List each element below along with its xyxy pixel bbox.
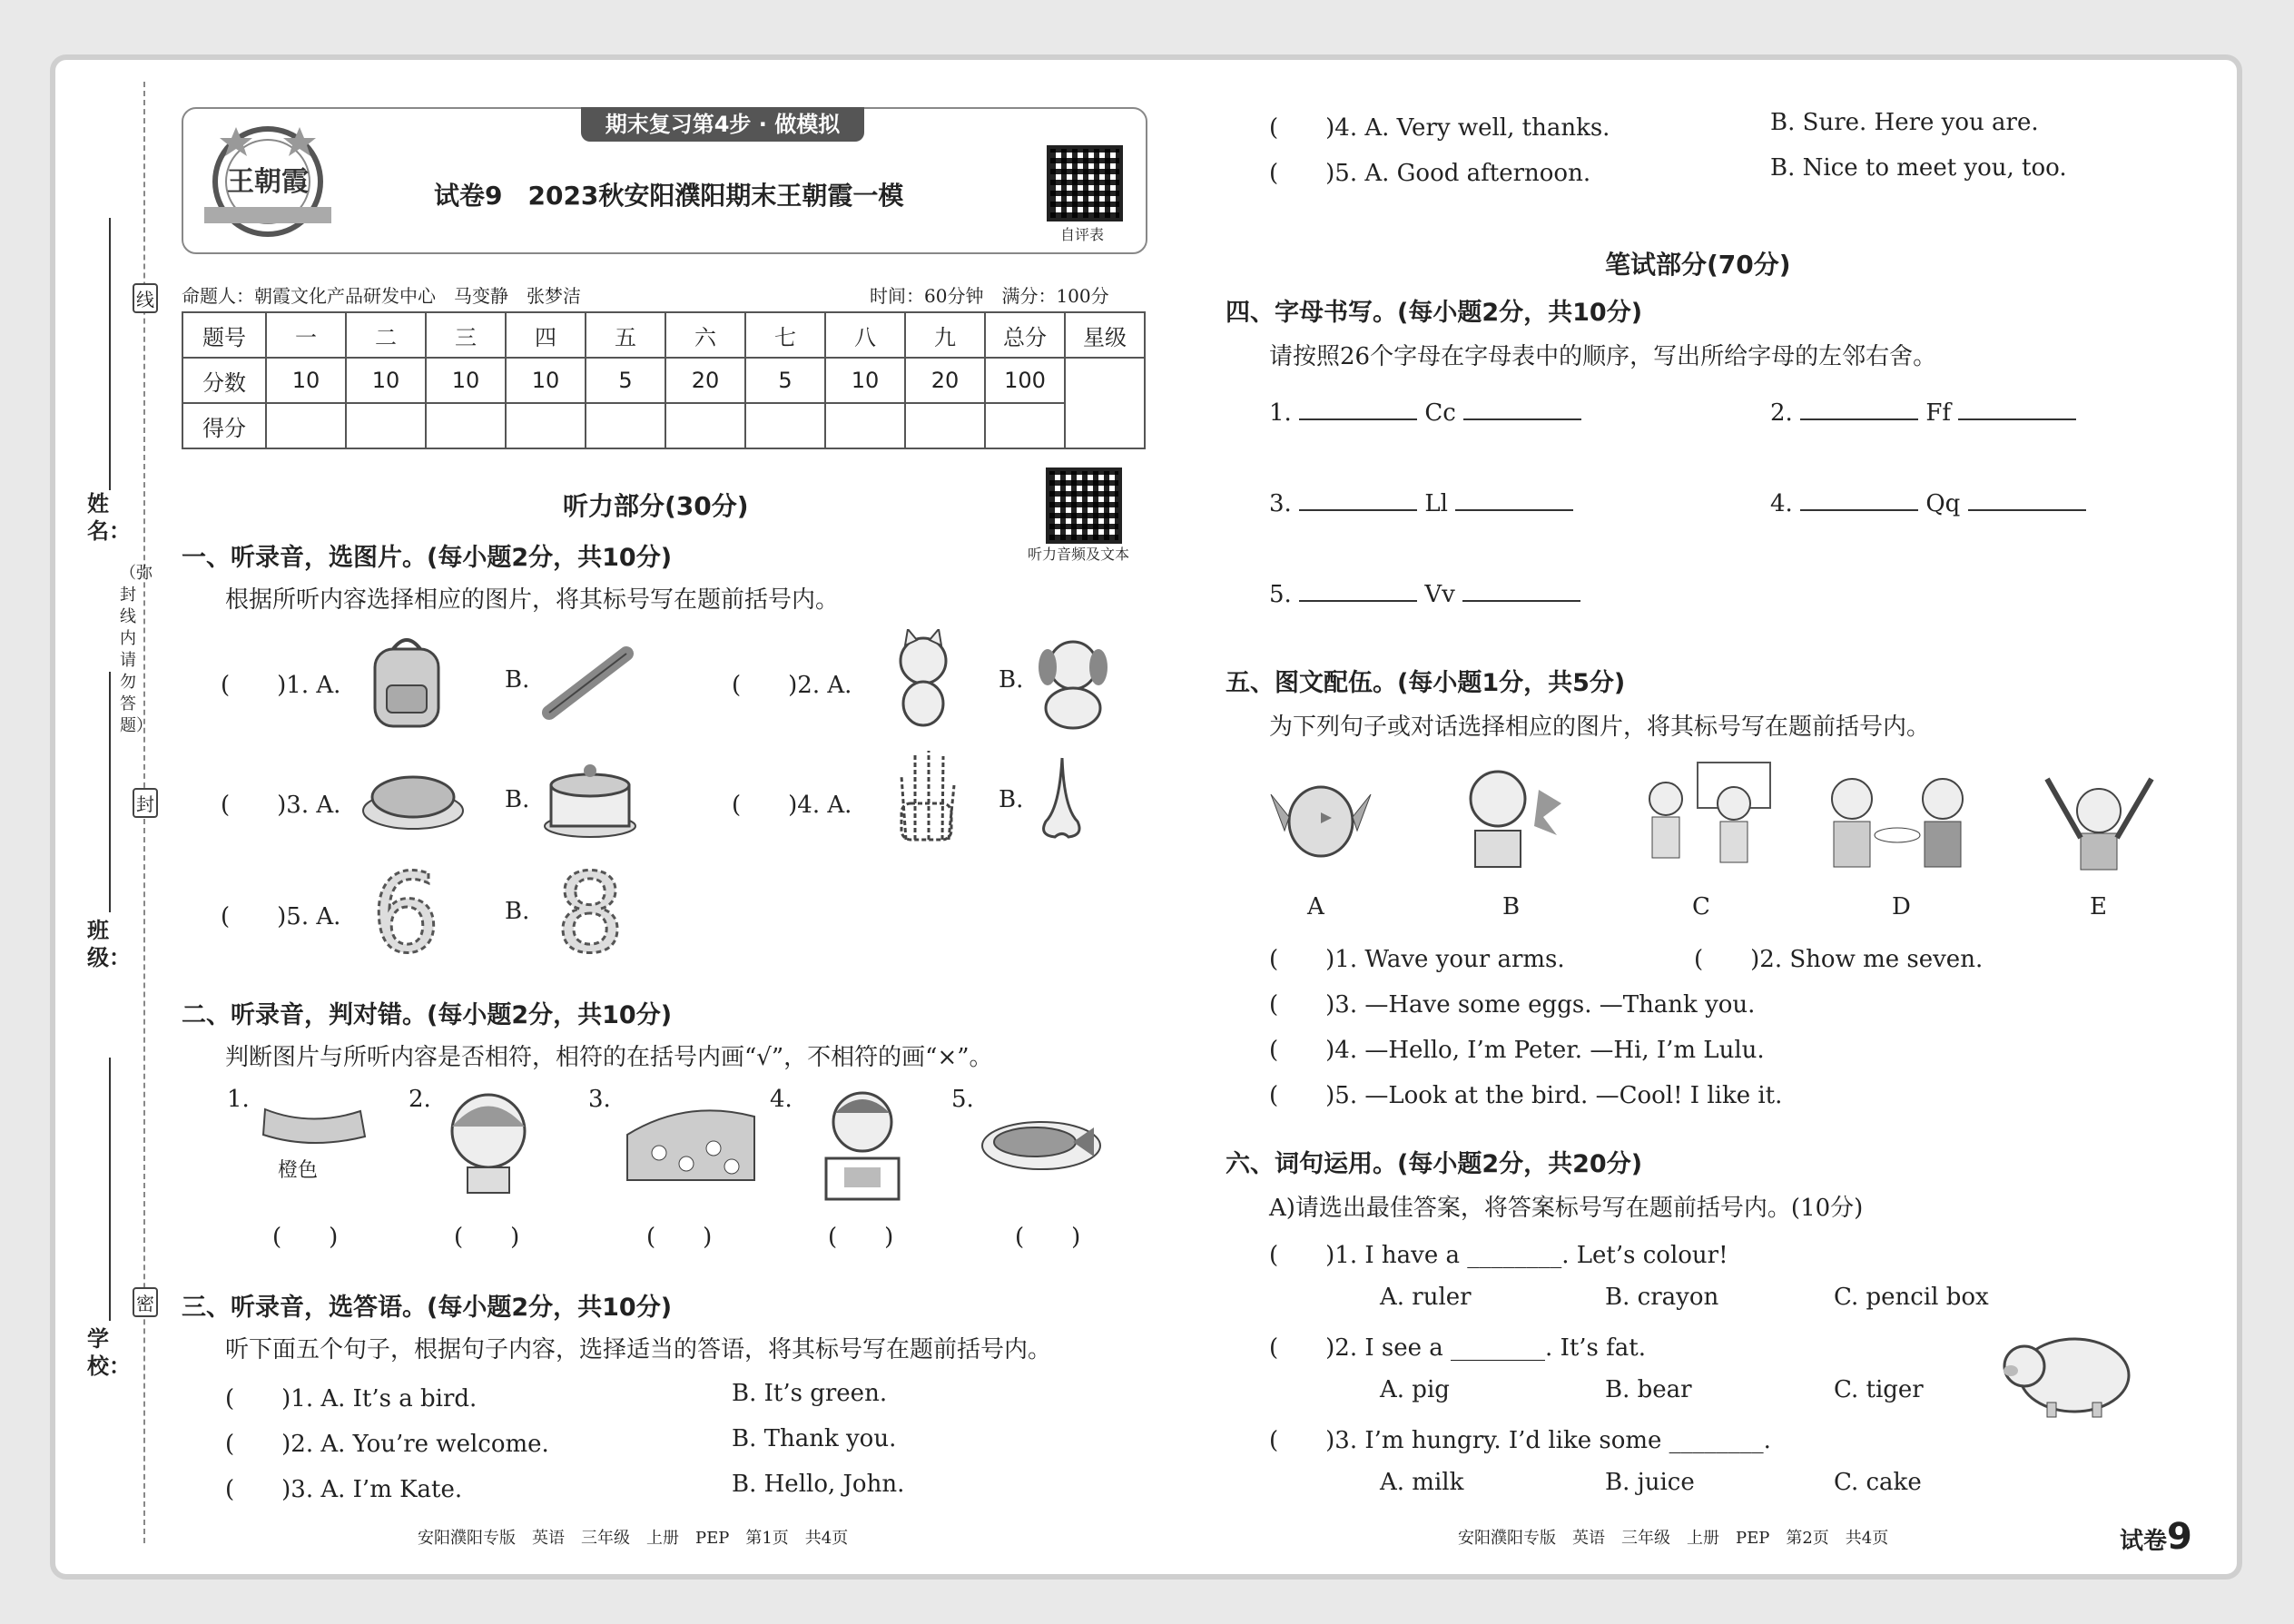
section-1-instruction: 根据所听内容选择相应的图片，将其标号写在题前括号内。 xyxy=(225,586,840,614)
col-header: 九 xyxy=(905,312,985,358)
section-1-title: 一、听录音，选图片。(每小题2分，共10分) xyxy=(182,544,673,572)
boy-reading-icon xyxy=(812,1086,912,1204)
s2-answer-5[interactable]: ( ) xyxy=(1015,1224,1081,1251)
col-header: 七 xyxy=(745,312,825,358)
s3-item-1-a: ( )1. A. It’s a bird. xyxy=(225,1385,478,1412)
score-cell: 10 xyxy=(426,358,506,403)
s2-answer-4[interactable]: ( ) xyxy=(828,1224,894,1251)
footer-right: 安阳濮阳专版 英语 三年级 上册 PEP 第2页 共4页 xyxy=(1458,1529,1889,1548)
earned-cell[interactable] xyxy=(426,403,506,448)
s6-item-1-b: B. crayon xyxy=(1605,1284,1719,1311)
earned-cell[interactable] xyxy=(586,403,665,448)
s4-item-5 xyxy=(1269,581,1580,608)
col-header: 总分 xyxy=(985,312,1065,358)
s6-item-2-c: C. tiger xyxy=(1834,1376,1924,1403)
score-cell: 10 xyxy=(506,358,586,403)
s6-item-1: ( )1. I have a ________. Let’s colour! xyxy=(1269,1242,1728,1269)
s3-item-2-b: B. Thank you. xyxy=(732,1425,897,1452)
s3-item-2-a: ( )2. A. You’re welcome. xyxy=(225,1431,549,1458)
score-cell: 10 xyxy=(346,358,426,403)
s2-num-4: 4. xyxy=(770,1086,793,1113)
s3-item-3-a: ( )3. A. I’m Kate. xyxy=(225,1476,463,1503)
boy-pointing-icon xyxy=(1452,763,1570,871)
s6-item-3: ( )3. I’m hungry. I’d like some ________. xyxy=(1269,1427,1771,1454)
score-cell: 20 xyxy=(905,358,985,403)
s4-letter: Vv xyxy=(1424,581,1455,608)
score-table-row-earned xyxy=(182,403,1145,448)
s1-item-4: ( )4. A. xyxy=(732,792,852,819)
s3-item-5-b: B. Nice to meet you, too. xyxy=(1770,154,2067,182)
audio-qr-caption: 听力音频及文本 xyxy=(1028,546,1130,563)
section-6-subtitle: A)请选出最佳答案，将答案标号写在题前括号内。(10分) xyxy=(1269,1195,1864,1222)
s6-item-3-b: B. juice xyxy=(1605,1469,1695,1496)
orange-scarf-icon xyxy=(256,1100,374,1155)
s5-label-a: A xyxy=(1307,893,1324,920)
number-six-icon xyxy=(368,862,445,962)
s4-item-1 xyxy=(1269,399,1581,427)
s4-letter: Qq xyxy=(1925,490,1961,517)
s1-item-3: ( )3. A. xyxy=(221,792,341,819)
s4-num: 5. xyxy=(1269,581,1292,608)
score-cell: 10 xyxy=(825,358,905,403)
section-6-title: 六、词句运用。(每小题2分，共20分) xyxy=(1226,1150,1643,1178)
s5-item-4: ( )4. —Hello, I’m Peter. —Hi, I’m Lulu. xyxy=(1269,1037,1765,1064)
s2-answer-1[interactable]: ( ) xyxy=(272,1224,339,1251)
col-header: 六 xyxy=(665,312,745,358)
s5-item-3: ( )3. —Have some eggs. —Thank you. xyxy=(1269,991,1756,1019)
s4-letter: Ff xyxy=(1925,399,1952,427)
left-neighbor-field[interactable] xyxy=(1800,509,1918,511)
row-label: 分数 xyxy=(182,358,266,403)
s5-item-1: ( )1. Wave your arms. xyxy=(1269,946,1565,973)
ducks-icon xyxy=(623,1098,759,1185)
svg-text:6: 6 xyxy=(370,862,441,962)
earned-cell[interactable] xyxy=(266,403,346,448)
s6-item-1-c: C. pencil box xyxy=(1834,1284,1989,1311)
score-cell: 5 xyxy=(745,358,825,403)
s3-item-5-a: ( )5. A. Good afternoon. xyxy=(1269,160,1591,187)
earned-cell[interactable] xyxy=(745,403,825,448)
authors: 命题人：朝霞文化产品研发中心 马变静 张梦洁 xyxy=(182,285,581,307)
school-label: 学校： xyxy=(87,1326,131,1379)
fish-icon xyxy=(980,1109,1103,1173)
s2-answer-3[interactable]: ( ) xyxy=(646,1224,713,1251)
earned-cell[interactable] xyxy=(985,403,1065,448)
writing-heading: 笔试部分(70分) xyxy=(1605,250,1791,280)
score-table-row-points xyxy=(182,358,1145,403)
s2-answer-2[interactable]: ( ) xyxy=(454,1224,520,1251)
right-neighbor-field[interactable] xyxy=(1958,418,2076,420)
s2-num-1: 1. xyxy=(227,1086,250,1113)
s6-item-2-a: A. pig xyxy=(1380,1376,1450,1403)
s5-item-5: ( )5. —Look at the bird. —Cool! I like it. xyxy=(1269,1082,1783,1109)
s4-num: 3. xyxy=(1269,490,1292,517)
score-cell: 5 xyxy=(586,358,665,403)
s3-item-4-b: B. Sure. Here you are. xyxy=(1770,109,2039,136)
s5-label-c: C xyxy=(1692,893,1710,920)
section-3-title: 三、听录音，选答语。(每小题2分，共10分) xyxy=(182,1294,673,1322)
section-4-instruction: 请按照26个字母在字母表中的顺序，写出所给字母的左邻右舍。 xyxy=(1269,343,1937,370)
section-3-instruction: 听下面五个句子，根据句子内容，选择适当的答语，将其标号写在题前括号内。 xyxy=(225,1336,1052,1363)
right-neighbor-field[interactable] xyxy=(1462,600,1580,602)
s3-item-4-a: ( )4. A. Very well, thanks. xyxy=(1269,114,1610,142)
header-banner: 期末复习第4步 · 做模拟 xyxy=(581,107,864,142)
nose-icon xyxy=(1028,753,1096,844)
s1-item-5: ( )5. A. xyxy=(221,903,341,930)
seal-mi: 密 xyxy=(133,1287,158,1317)
col-header: 星级 xyxy=(1065,312,1145,358)
score-cell: 100 xyxy=(985,358,1065,403)
s2-num-3: 3. xyxy=(588,1086,611,1113)
left-neighbor-field[interactable] xyxy=(1299,418,1417,420)
row-label: 得分 xyxy=(182,403,266,448)
right-neighbor-field[interactable] xyxy=(1968,509,2086,511)
s4-letter: Ll xyxy=(1424,490,1448,517)
self-eval-label: 自评表 xyxy=(1060,226,1105,243)
time-score: 时间：60分钟 满分：100分 xyxy=(870,285,1109,307)
kids-sharing-eggs-icon xyxy=(1816,767,1979,871)
qr-code-icon[interactable] xyxy=(1047,145,1123,221)
section-5-title: 五、图文配伍。(每小题1分，共5分) xyxy=(1226,669,1626,697)
row-label: 题号 xyxy=(182,312,266,358)
s4-letter: Cc xyxy=(1424,399,1456,427)
left-neighbor-field[interactable] xyxy=(1299,600,1417,602)
seal-xian: 线 xyxy=(133,283,158,313)
s6-item-3-a: A. milk xyxy=(1380,1469,1464,1496)
s2-orange-label: 橙色 xyxy=(278,1159,319,1182)
col-header: 一 xyxy=(266,312,346,358)
pig-icon xyxy=(1997,1321,2142,1421)
s4-num: 4. xyxy=(1770,490,1793,517)
earned-cell[interactable] xyxy=(346,403,426,448)
s4-item-2 xyxy=(1770,399,2076,427)
s1-item-4-b: B. xyxy=(999,786,1024,813)
left-neighbor-field[interactable] xyxy=(1299,509,1417,511)
bird-icon xyxy=(1266,767,1375,867)
name-field[interactable] xyxy=(109,218,111,490)
right-neighbor-field[interactable] xyxy=(1455,509,1573,511)
s4-item-3 xyxy=(1269,490,1573,517)
col-header: 五 xyxy=(586,312,665,358)
number-eight-icon xyxy=(552,862,629,962)
s3-item-3-b: B. Hello, John. xyxy=(732,1471,905,1498)
s1-item-2: ( )2. A. xyxy=(732,672,852,699)
s2-num-5: 5. xyxy=(951,1086,974,1113)
col-header: 二 xyxy=(346,312,426,358)
earned-cell[interactable] xyxy=(825,403,905,448)
s4-num: 1. xyxy=(1269,399,1292,427)
svg-text:8: 8 xyxy=(555,862,625,962)
section-4-title: 四、字母书写。(每小题2分，共10分) xyxy=(1226,299,1643,327)
score-cell: 20 xyxy=(665,358,745,403)
s1-item-3-b: B. xyxy=(505,786,530,813)
bread-icon xyxy=(361,761,466,833)
section-5-instruction: 为下列句子或对话选择相应的图片，将其标号写在题前括号内。 xyxy=(1269,714,1931,741)
score-table xyxy=(182,311,1146,449)
section-2-title: 二、听录音，判对错。(每小题2分，共10分) xyxy=(182,1001,673,1029)
paper-number xyxy=(2120,1516,2192,1558)
s1-item-2-b: B. xyxy=(999,666,1024,694)
paper-label: 试卷 xyxy=(2120,1528,2168,1555)
school-field[interactable] xyxy=(109,1058,111,1321)
s1-item-1: ( )1. A. xyxy=(221,672,341,699)
hand-icon xyxy=(892,749,956,844)
listening-heading: 听力部分(30分) xyxy=(563,491,749,521)
s6-item-2: ( )2. I see a ________. It’s fat. xyxy=(1269,1334,1646,1362)
name-label: 姓名： xyxy=(87,491,131,544)
earned-cell[interactable] xyxy=(506,403,586,448)
svg-text:王朝霞: 王朝霞 xyxy=(227,166,309,198)
col-header: 三 xyxy=(426,312,506,358)
s5-label-e: E xyxy=(2090,893,2107,920)
class-field[interactable] xyxy=(109,672,111,912)
crayon-icon xyxy=(540,640,640,722)
s2-num-2: 2. xyxy=(409,1086,431,1113)
s5-item-2: ( )2. Show me seven. xyxy=(1694,946,1984,973)
s4-item-4 xyxy=(1770,490,2086,517)
seal-feng: 封 xyxy=(133,788,158,818)
girl-waving-arms-icon xyxy=(2033,761,2165,874)
s3-item-1-b: B. It’s green. xyxy=(732,1380,888,1407)
paper-num: 9 xyxy=(2167,1516,2192,1558)
s6-item-1-a: A. ruler xyxy=(1380,1284,1472,1311)
dog-icon xyxy=(1028,631,1118,731)
earned-cell[interactable] xyxy=(665,403,745,448)
backpack-icon xyxy=(361,631,452,733)
logo xyxy=(200,118,336,245)
s4-num: 2. xyxy=(1770,399,1793,427)
class-label: 班级： xyxy=(87,918,131,970)
exam-title: 试卷9 2023秋安阳濮阳期末王朝霞一模 xyxy=(434,181,904,211)
footer-left: 安阳濮阳专版 英语 三年级 上册 PEP 第1页 共4页 xyxy=(418,1529,849,1548)
section-2-instruction: 判断图片与所听内容是否相符，相符的在括号内画“√”，不相符的画“×”。 xyxy=(225,1044,993,1071)
score-table-row-headers xyxy=(182,312,1145,358)
audio-qr-code-icon[interactable] xyxy=(1046,468,1122,544)
left-neighbor-field[interactable] xyxy=(1800,418,1918,420)
two-kids-greeting-icon xyxy=(1625,758,1779,871)
col-header: 四 xyxy=(506,312,586,358)
s1-item-5-b: B. xyxy=(505,898,530,925)
cake-icon xyxy=(540,758,640,840)
s6-item-2-b: B. bear xyxy=(1605,1376,1692,1403)
girl-smelling-icon xyxy=(436,1086,540,1195)
s6-item-3-c: C. cake xyxy=(1834,1469,1922,1496)
s5-label-b: B xyxy=(1502,893,1521,920)
s1-item-1-b: B. xyxy=(505,666,530,694)
col-header: 八 xyxy=(825,312,905,358)
earned-cell[interactable] xyxy=(905,403,985,448)
cat-icon xyxy=(882,629,964,729)
star-rating-cell[interactable] xyxy=(1065,358,1145,448)
s5-label-d: D xyxy=(1892,893,1911,920)
right-neighbor-field[interactable] xyxy=(1463,418,1581,420)
seal-note: （弥封线内请勿答题） xyxy=(120,564,153,735)
score-cell: 10 xyxy=(266,358,346,403)
